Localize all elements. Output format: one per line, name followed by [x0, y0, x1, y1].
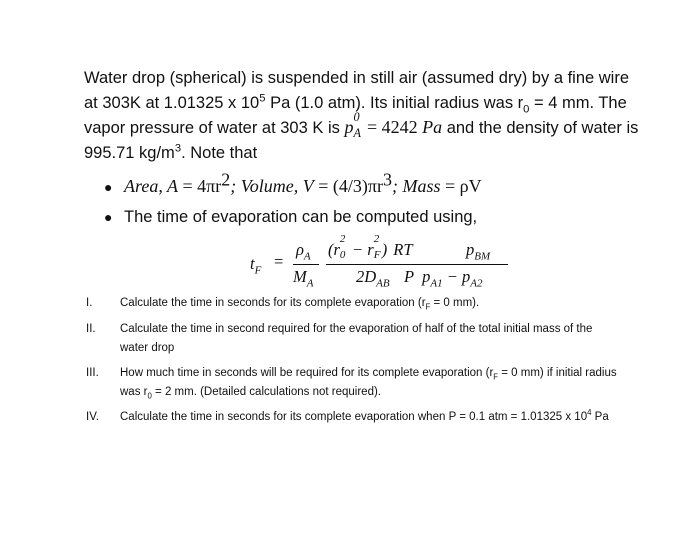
P: P: [404, 267, 415, 286]
area-exp: 2: [221, 169, 231, 190]
frac1-bar: [293, 264, 319, 265]
frac1-num: [296, 240, 311, 263]
q4-text-1: Calculate the time in seconds for its complete evaporation when P = 0.1 atm = 1.01325 x 10: [120, 411, 588, 423]
question-number: IV.: [86, 411, 100, 423]
pA-unit: Pa: [422, 117, 443, 137]
rhoA-sub: A: [303, 250, 311, 263]
question-number: III.: [86, 367, 99, 379]
q1-text-1: Calculate the time in seconds for its complete evaporation (r: [120, 297, 426, 309]
question-text: [120, 364, 620, 401]
pA1-sub: A1: [430, 277, 443, 290]
evaporation-time-formula: [248, 234, 508, 294]
mass-expr: = ρV: [440, 176, 482, 196]
problem-intro: [84, 66, 644, 165]
frac1-den: [293, 267, 314, 290]
pBM: p: [466, 240, 475, 259]
rhoA: ρ: [296, 240, 304, 259]
pA-var: p: [344, 117, 354, 137]
DAB-sub: AB: [376, 277, 390, 290]
question-number: II.: [86, 323, 96, 335]
mass-label: ; Mass: [391, 176, 441, 196]
q3-text-3: = 2 mm. (Detailed calculations not required).: [151, 385, 381, 398]
intro-text-2: Pa (1.0 atm). Its initial radius was r: [265, 93, 524, 112]
question-text: [120, 294, 620, 313]
frac2-bar: [326, 264, 436, 265]
q3-text-1: How much time in seconds will be required for its complete evaporation (r: [120, 367, 494, 379]
two-D: 2D: [356, 267, 377, 286]
pA2-sub: A2: [470, 277, 483, 290]
q1-rF-sub: F: [425, 302, 431, 312]
area-label: Area, A: [124, 176, 178, 196]
area-expr: = 4πr: [178, 176, 222, 196]
r0-term: (r: [328, 240, 340, 259]
volume-label: ; Volume, V: [230, 176, 314, 196]
formula-equals: =: [274, 252, 284, 271]
intro-text-1: Water drop (spherical) is suspended in still air (assumed dry) by a fine wire at 303K at 1.01325 x 10: [84, 69, 630, 112]
pBM-sub: BM: [474, 250, 491, 263]
intro-text-5: . Note that: [181, 143, 258, 162]
pA1: p: [422, 267, 431, 286]
volume-expr: = (4/3)πr: [313, 176, 383, 196]
evaporation-text: The time of evaporation can be computed using,: [124, 208, 478, 226]
frac3-num: [466, 240, 491, 263]
minus-rF: − r: [347, 240, 374, 259]
frac2-num: (r 2 0 − r 2 F ) RT: [328, 233, 413, 261]
intro-r0-subscript: 0: [523, 102, 530, 115]
bullet-formulas: [104, 169, 482, 197]
intro-text-3: = 4 mm. The vapor pressure of water at 303 K is: [84, 93, 627, 137]
question-text: Calculate the time in second required for the evaporation of half of the total initial mass of the water drop: [120, 323, 593, 354]
q4-text-2: Pa: [591, 411, 609, 423]
q4-exp: 4: [587, 408, 592, 418]
q1-text-2: = 0 mm).: [430, 297, 480, 309]
frac3-bar: [430, 264, 508, 265]
vapor-pressure-symbol: p 0 A: [344, 110, 361, 140]
close-paren: ): [381, 240, 388, 259]
volume-exp: 3: [382, 169, 392, 190]
bullet-dot: ●: [104, 179, 113, 195]
bullet-dot: ●: [104, 209, 113, 225]
q3-text-2: = 0 mm) if initial radius was r: [120, 367, 617, 398]
pA-equals: = 4242: [362, 117, 423, 137]
question-number: I.: [86, 297, 93, 309]
formula-lhs: [250, 254, 262, 277]
bullet-evaporation: [104, 208, 477, 227]
MA-sub: A: [306, 277, 314, 290]
frac3-den: [404, 267, 483, 290]
q3-r0-sub: 0: [147, 390, 152, 400]
RT: RT: [393, 240, 413, 259]
q3-rF-sub: F: [493, 372, 499, 382]
lhs-t: t: [250, 254, 255, 273]
intro-text-4: and the density of water is 995.71 kg/m: [84, 119, 639, 162]
question-text: [120, 408, 620, 427]
lhs-sub: F: [254, 264, 262, 277]
MA: M: [293, 267, 307, 286]
intro-exponent-pressure: 5: [259, 92, 266, 104]
frac2-den: [356, 267, 390, 290]
intro-exponent-density: 3: [174, 142, 182, 154]
minus-pA2: − p: [442, 267, 471, 286]
